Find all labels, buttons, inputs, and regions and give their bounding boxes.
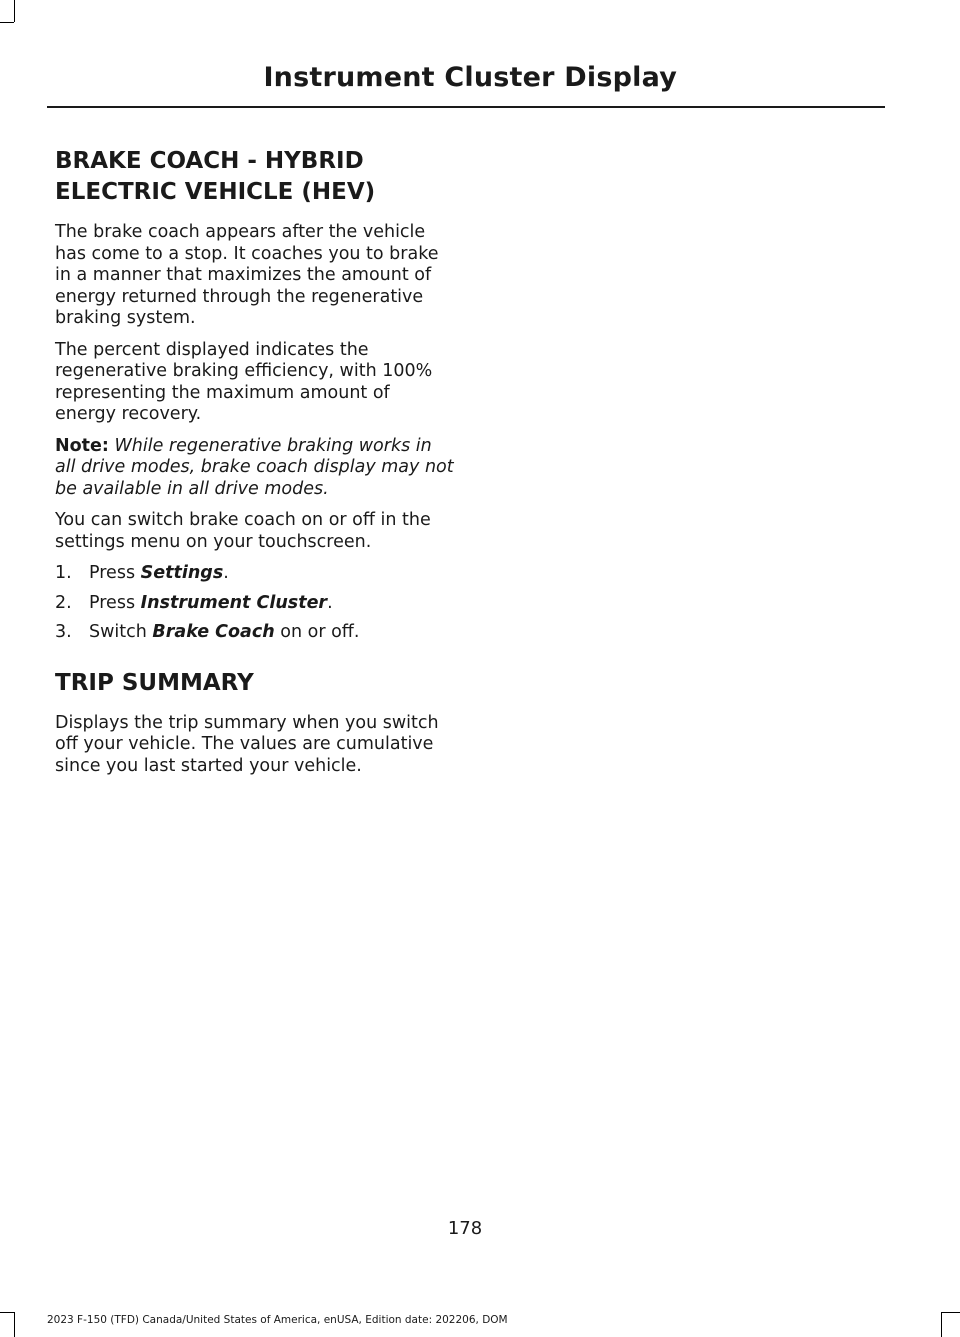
- content-column: [55, 146, 455, 787]
- step-emphasis: Brake Coach: [152, 622, 275, 642]
- crop-mark: [942, 1312, 960, 1313]
- note-text: While regenerative braking works in all drive modes, brake coach display may not be available in all drive modes.: [55, 435, 454, 499]
- step-number: 1.: [55, 563, 72, 583]
- heading-line: BRAKE COACH - HYBRID: [55, 148, 364, 174]
- section-heading-trip-summary: TRIP SUMMARY: [55, 669, 254, 696]
- step-emphasis: Settings: [140, 563, 224, 583]
- step-text: [89, 622, 359, 644]
- step-emphasis: Instrument Cluster: [140, 592, 328, 613]
- list-item: [55, 593, 455, 615]
- step-suffix: .: [223, 563, 229, 583]
- list-item: [55, 563, 455, 585]
- crop-mark: [0, 1312, 14, 1313]
- page-number: 178: [447, 1218, 483, 1239]
- step-prefix: Press: [89, 592, 141, 613]
- note-label: Note:: [55, 435, 109, 456]
- edition-footer: 2023 F-150 (TFD) Canada/United States of America, enUSA, Edition date: 202206, DOM: [47, 1314, 508, 1326]
- crop-mark: [14, 1312, 15, 1337]
- paragraph: The brake coach appears after the vehicle has come to a stop. It coaches you to brake in a manner that maximizes the amount of energy returned through the regenerative braking system.: [55, 222, 439, 328]
- step-prefix: Press: [89, 563, 141, 583]
- step-suffix: .: [327, 592, 333, 613]
- step-text: [89, 563, 229, 585]
- step-number: 3.: [55, 622, 72, 642]
- crop-mark: [941, 1312, 942, 1337]
- crop-mark: [14, 0, 15, 22]
- step-prefix: Switch: [89, 622, 153, 642]
- steps-list: [55, 563, 455, 644]
- paragraph: Displays the trip summary when you switch off your vehicle. The values are cumulative since you last started your vehicle.: [55, 712, 439, 776]
- section-heading-brake-coach: [55, 146, 455, 208]
- page-header-title: Instrument Cluster Display: [263, 62, 677, 93]
- step-suffix: on or off.: [274, 622, 360, 642]
- heading-line: ELECTRIC VEHICLE (HEV): [55, 179, 376, 205]
- paragraph: You can switch brake coach on or off in the settings menu on your touchscreen.: [55, 510, 431, 552]
- step-text: [89, 593, 333, 615]
- list-item: [55, 622, 455, 644]
- note: [55, 436, 455, 501]
- header-divider: [47, 106, 885, 108]
- crop-mark: [0, 22, 14, 23]
- step-number: 2.: [55, 592, 72, 613]
- paragraph: The percent displayed indicates the regenerative braking efficiency, with 100% representing the maximum amount of energy recovery.: [55, 339, 433, 424]
